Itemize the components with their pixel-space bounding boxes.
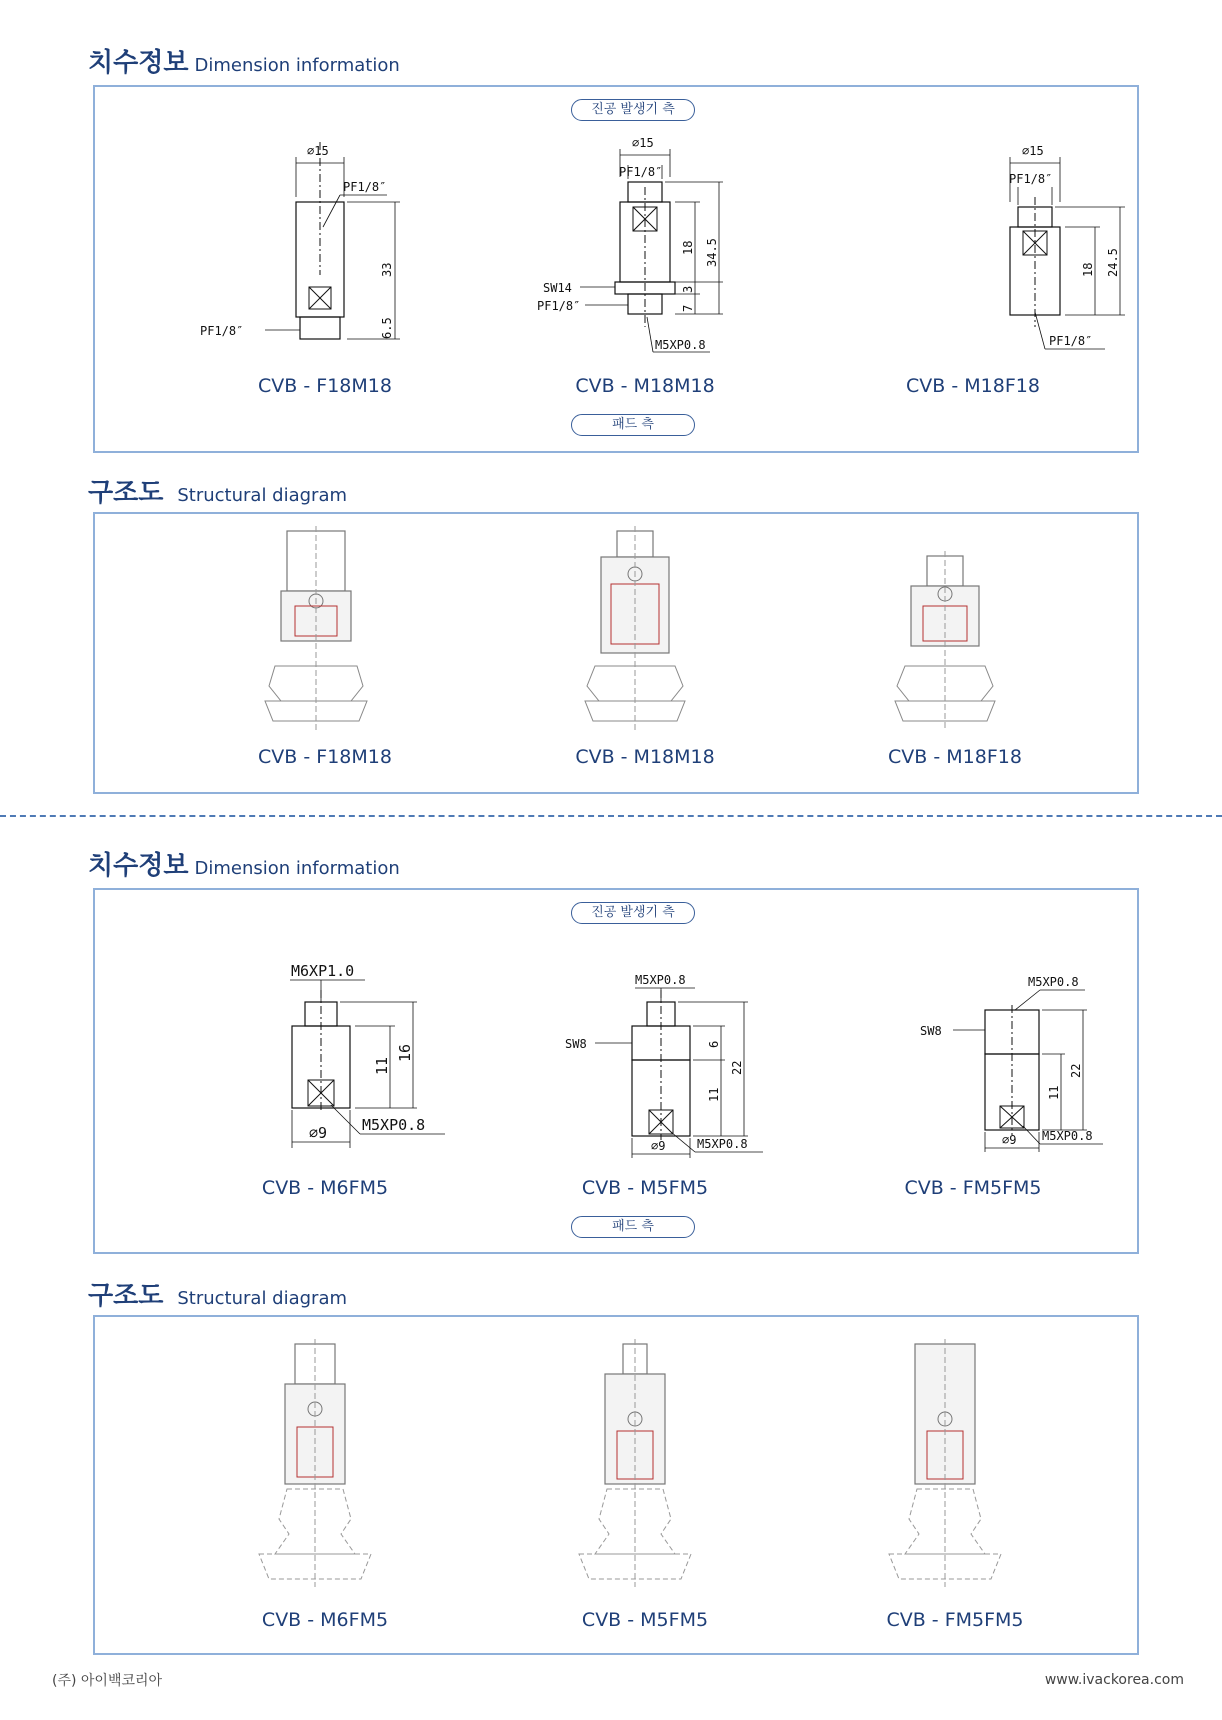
structure-caption: CVB - M6FM5: [261, 1609, 389, 1631]
dim-top-thread: M6XP1.0: [291, 962, 355, 980]
model-caption: CVB - F18M18: [258, 375, 392, 397]
dimension-drawing-fm5fm5: [835, 930, 1135, 1170]
structure-drawing-m18f18: [865, 526, 1025, 736]
structure-caption: CVB - M18F18: [888, 746, 1022, 768]
dim-sw: SW8: [565, 1037, 587, 1051]
dim-pad-thread: M5XP0.8: [697, 1137, 748, 1151]
dimension-drawing-m18m18: [495, 127, 795, 367]
dimension-drawing-m18f18: [835, 127, 1135, 367]
dim-total: 22: [730, 1060, 744, 1075]
dim-pad-thread: M5XP0.8: [655, 338, 706, 352]
dim-diameter: ⌀15: [1022, 144, 1044, 158]
model-caption: CVB - M5FM5: [581, 1177, 709, 1199]
structure-drawing-fm5fm5: [865, 1339, 1025, 1589]
website-link[interactable]: www.ivackorea.com: [1044, 1672, 1184, 1688]
dim-top-thread: M5XP0.8: [1028, 975, 1079, 989]
dim-sw: SW8: [920, 1024, 942, 1038]
pad-side-label: 패드 측: [571, 1216, 695, 1238]
model-caption: CVB - FM5FM5: [904, 1177, 1042, 1199]
dim-hex: 6: [707, 1040, 721, 1048]
dim-pad-thread: M5XP0.8: [362, 1116, 426, 1134]
dim-diameter: ⌀15: [632, 136, 654, 150]
dim-thread: 7: [681, 304, 695, 312]
dim-total: 34.5: [705, 238, 719, 267]
dim-total: 16: [396, 1043, 414, 1062]
structure-drawing-m5fm5: [555, 1339, 715, 1589]
dim-top-port: PF1/8″: [343, 180, 387, 194]
model-caption: CVB - M18M18: [575, 375, 715, 397]
dim-hex: 3: [681, 285, 695, 293]
dim-diameter: ⌀9: [651, 1139, 666, 1153]
structure-caption: CVB - FM5FM5: [886, 1609, 1024, 1631]
structure-heading-2: 구조도 Structural diagram: [88, 1281, 348, 1311]
dim-bottom-port: PF1/8″: [537, 299, 581, 313]
dim-diameter: ⌀15: [307, 144, 329, 158]
dimension-panel-2: [93, 888, 1139, 1254]
dim-bottom-port: PF1/8″: [200, 324, 244, 338]
structure-heading-1: 구조도 Structural diagram: [88, 478, 348, 508]
dim-bottom-port: PF1/8″: [1049, 334, 1093, 348]
structure-caption: CVB - M5FM5: [581, 1609, 709, 1631]
structure-panel-2: [93, 1315, 1139, 1655]
dimension-heading-1: 치수정보 Dimension information: [88, 48, 400, 78]
structure-caption: CVB - F18M18: [258, 746, 392, 768]
dim-pad-thread: M5XP0.8: [1042, 1129, 1093, 1143]
dim-body: 11: [707, 1087, 721, 1102]
dim-diameter: ⌀9: [1002, 1133, 1017, 1147]
dim-top-port: PF1/8″: [619, 165, 663, 179]
dimension-drawing-m5fm5: [495, 930, 815, 1170]
company-name: (주) 아이백코리아: [52, 1673, 163, 1689]
structure-caption: CVB - M18M18: [575, 746, 715, 768]
structure-panel-1: [93, 512, 1139, 794]
dimension-panel-1: [93, 85, 1139, 453]
dim-top-port: PF1/8″: [1009, 172, 1053, 186]
dim-body: 18: [681, 240, 695, 255]
vacuum-side-label: 진공 발생기 측: [571, 902, 695, 924]
dim-body: 11: [1047, 1085, 1061, 1100]
dim-total: 22: [1069, 1063, 1083, 1078]
dim-total: 24.5: [1106, 248, 1120, 277]
model-caption: CVB - M18F18: [906, 375, 1040, 397]
dimension-heading-2: 치수정보 Dimension information: [88, 851, 400, 881]
structure-drawing-m18m18: [555, 526, 715, 736]
section-divider: [0, 815, 1222, 817]
dim-thread-len: 6.5: [380, 317, 394, 339]
vacuum-side-label: 진공 발생기 측: [571, 99, 695, 121]
dim-body: 18: [1081, 262, 1095, 277]
dimension-drawing-f18m18: [155, 127, 455, 367]
dim-top-thread: M5XP0.8: [635, 973, 686, 987]
dim-height: 33: [380, 262, 394, 277]
dim-diameter: ⌀9: [309, 1124, 328, 1142]
structure-drawing-m6fm5: [235, 1339, 395, 1589]
pad-side-label: 패드 측: [571, 414, 695, 436]
dimension-drawing-m6fm5: [155, 930, 475, 1170]
structure-drawing-f18m18: [235, 526, 395, 736]
model-caption: CVB - M6FM5: [261, 1177, 389, 1199]
dim-sw: SW14: [543, 281, 572, 295]
dim-body: 11: [373, 1056, 391, 1075]
